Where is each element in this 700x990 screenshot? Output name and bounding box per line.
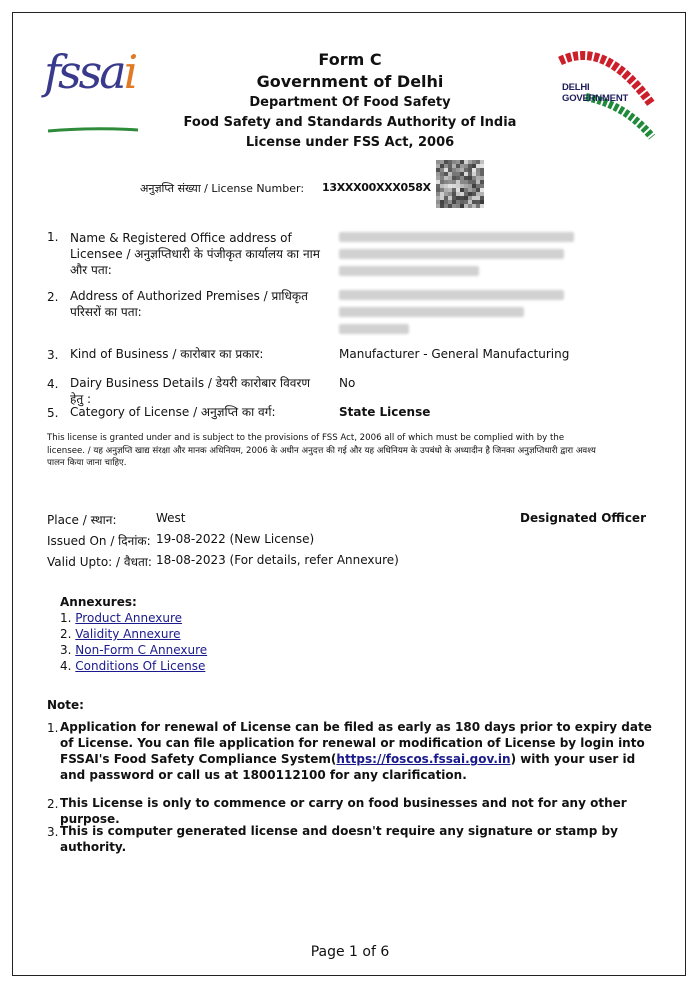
issued-label: Issued On / दिनांक: bbox=[47, 534, 151, 548]
fssai-logo bbox=[44, 45, 144, 145]
detail-4-label: Dairy Business Details / डेयरी कारोबार विवरण हेतु : bbox=[70, 376, 311, 406]
note-1-text-start: Application for renewal of License can be filed as early as 180 days prior to expiry date of License. You can file application for renewal or modification of License by login into FSSAI's Food Safety Compliance System( bbox=[60, 720, 652, 766]
detail-3-value: Manufacturer - General Manufacturing bbox=[339, 347, 570, 361]
product-annexure-link[interactable]: Product Annexure bbox=[75, 611, 183, 625]
detail-5-value: State License bbox=[339, 405, 431, 419]
fssai-swoosh-icon bbox=[48, 127, 138, 133]
qr-code-icon bbox=[431, 155, 489, 213]
annexure-1-number: 1. bbox=[60, 611, 72, 625]
note-2-text: This License is only to commence or carry on food businesses and not for any other purpose. bbox=[60, 796, 627, 826]
government-title: Government of Delhi bbox=[256, 72, 444, 91]
fssai-logo-text: fssai bbox=[44, 45, 136, 99]
note-3-number: 3. bbox=[47, 825, 59, 839]
page-number: Page 1 of 6 bbox=[310, 944, 390, 960]
annexure-item bbox=[60, 659, 205, 673]
detail-3-label: Kind of Business / कारोबार का प्रकार: bbox=[70, 347, 264, 361]
annexure-item bbox=[60, 627, 181, 641]
detail-1-value-redacted bbox=[339, 228, 579, 283]
place-value: West bbox=[156, 511, 186, 525]
conditions-of-license-link[interactable]: Conditions Of License bbox=[75, 659, 206, 673]
place-label: Place / स्थान: bbox=[47, 513, 117, 527]
issued-value: 19-08-2022 (New License) bbox=[156, 532, 315, 546]
annexure-3-number: 3. bbox=[60, 643, 72, 657]
license-notice: This license is granted under and is subject to the provisions of FSS Act, 2006 all of which must be complied with by the licensee. / यह अनुज्ञप्ति खाद्य संरक्षा और मानक अधिनियम, 2006 के अधीन अनुदत्त की गई और यह अधिनियम के उपबंधो के अध्यादीन है जिनका अनुज्ञप्तिधारी द्वारा अवश्य पालन किया जाना चाहिए. bbox=[47, 433, 596, 468]
license-number-label: अनुज्ञप्ति संख्या / License Number: bbox=[140, 182, 305, 195]
non-form-c-annexure-link[interactable]: Non-Form C Annexure bbox=[75, 643, 208, 657]
annexure-4-number: 4. bbox=[60, 659, 72, 673]
valid-value: 18-08-2023 (For details, refer Annexure) bbox=[156, 553, 399, 567]
department-title: Department Of Food Safety bbox=[249, 95, 451, 110]
detail-4-value: No bbox=[339, 376, 356, 390]
foscos-link[interactable]: https://foscos.fssai.gov.in bbox=[336, 752, 511, 766]
delhi-government-logo bbox=[556, 45, 656, 140]
annexure-2-number: 2. bbox=[60, 627, 72, 641]
note-2-number: 2. bbox=[47, 797, 59, 811]
annexures-title: Annexures: bbox=[60, 595, 137, 609]
detail-2-number: 2. bbox=[47, 290, 59, 304]
designated-officer: Designated Officer bbox=[520, 511, 646, 525]
validity-annexure-link[interactable]: Validity Annexure bbox=[75, 627, 181, 641]
note-title: Note: bbox=[47, 698, 84, 712]
annexure-item bbox=[60, 611, 182, 625]
annexure-item bbox=[60, 643, 207, 657]
detail-1-number: 1. bbox=[47, 230, 59, 244]
valid-label: Valid Upto: / वैधता: bbox=[47, 555, 152, 569]
detail-2-label: Address of Authorized Premises / प्राधिकृत परिसरों का पता: bbox=[70, 289, 308, 319]
license-number-value: 13XXX00XXX058X bbox=[322, 181, 431, 194]
detail-5-number: 5. bbox=[47, 406, 59, 420]
detail-5-label: Category of License / अनुज्ञप्ति का वर्ग: bbox=[70, 405, 276, 419]
note-1-text bbox=[60, 719, 655, 783]
act-title: License under FSS Act, 2006 bbox=[245, 135, 455, 150]
note-1-number: 1. bbox=[47, 721, 59, 735]
delhi-logo-text: DELHI GOVERNMENT bbox=[562, 82, 629, 104]
authority-title: Food Safety and Standards Authority of India bbox=[183, 115, 517, 130]
form-title: Form C bbox=[318, 50, 382, 69]
detail-1-label: Name & Registered Office address of Licensee / अनुज्ञप्तिधारी के पंजीकृत कार्यालय का नाम और पता: bbox=[70, 231, 320, 277]
detail-3-number: 3. bbox=[47, 348, 59, 362]
note-3-text: This is computer generated license and doesn't require any signature or stamp by authority. bbox=[60, 824, 618, 854]
detail-4-number: 4. bbox=[47, 377, 59, 391]
note-1-text-end: ) with your user id and password or call us at 1800112100 for any clarification. bbox=[60, 752, 636, 782]
detail-2-value-redacted bbox=[339, 286, 579, 341]
